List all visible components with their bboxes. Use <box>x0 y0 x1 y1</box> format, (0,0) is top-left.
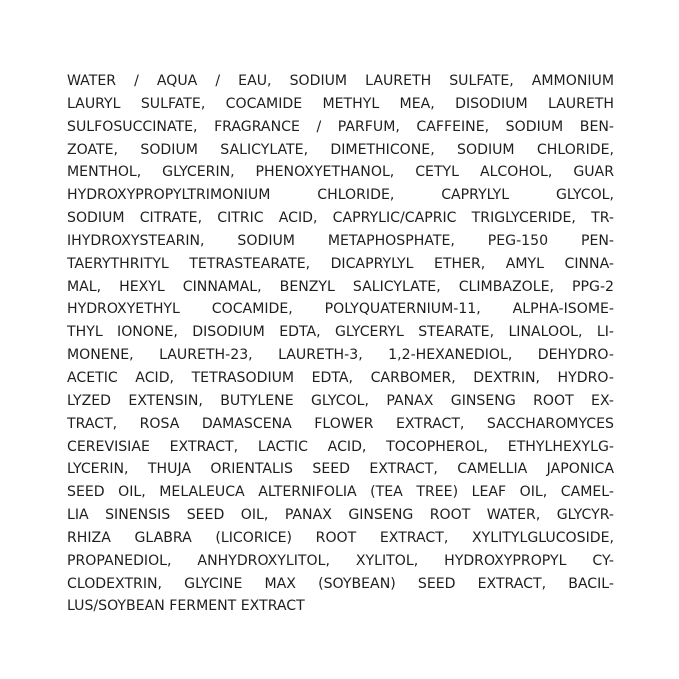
ingredients-line: PROPANEDIOL, ANHYDROXYLITOL, XYLITOL, HYDROXYPROPYL CY- <box>67 552 614 569</box>
ingredients-line: LAURYL SULFATE, COCAMIDE METHYL MEA, DISODIUM LAURETH <box>67 95 615 112</box>
ingredients-line: THYL IONONE, DISODIUM EDTA, GLYCERYL STEARATE, LINALOOL, LI- <box>67 324 614 341</box>
ingredients-line: RHIZA GLABRA (LICORICE) ROOT EXTRACT, XYLITYLGLUCOSIDE, <box>67 529 614 546</box>
ingredients-line: SEED OIL, MELALEUCA ALTERNIFOLIA (TEA TREE) LEAF OIL, CAMEL- <box>67 484 615 501</box>
ingredients-line: MONENE, LAURETH-23, LAURETH-3, 1,2-HEXANEDIOL, DEHYDRO- <box>67 347 614 364</box>
ingredients-line: CEREVISIAE EXTRACT, LACTIC ACID, TOCOPHEROL, ETHYLHEXYLG- <box>67 438 614 455</box>
ingredients-line: ACETIC ACID, TETRASODIUM EDTA, CARBOMER, DEXTRIN, HYDRO- <box>67 369 614 386</box>
ingredients-line: LYZED EXTENSIN, BUTYLENE GLYCOL, PANAX GINSENG ROOT EX- <box>67 392 615 409</box>
ingredients-line: ZOATE, SODIUM SALICYLATE, DIMETHICONE, SODIUM CHLORIDE, <box>67 141 614 158</box>
ingredients-list <box>67 70 614 618</box>
ingredients-line: HYDROXYPROPYLTRIMONIUM CHLORIDE, CAPRYLYL GLYCOL, <box>67 187 614 204</box>
ingredients-line: SULFOSUCCINATE, FRAGRANCE / PARFUM, CAFFEINE, SODIUM BEN- <box>67 118 614 135</box>
ingredients-line: IHYDROXYSTEARIN, SODIUM METAPHOSPHATE, PEG-150 PEN- <box>67 232 614 249</box>
ingredients-line: LIA SINENSIS SEED OIL, PANAX GINSENG ROOT WATER, GLYCYR- <box>67 507 615 524</box>
ingredients-line: TRACT, ROSA DAMASCENA FLOWER EXTRACT, SACCHAROMYCES <box>67 415 614 432</box>
ingredients-line: MAL, HEXYL CINNAMAL, BENZYL SALICYLATE, CLIMBAZOLE, PPG-2 <box>67 278 614 295</box>
ingredients-line: SODIUM CITRATE, CITRIC ACID, CAPRYLIC/CAPRIC TRIGLYCERIDE, TR- <box>67 210 614 227</box>
ingredients-line: CLODEXTRIN, GLYCINE MAX (SOYBEAN) SEED EXTRACT, BACIL- <box>67 575 614 592</box>
ingredients-line: LUS/SOYBEAN FERMENT EXTRACT <box>67 598 305 615</box>
ingredients-line: MENTHOL, GLYCERIN, PHENOXYETHANOL, CETYL ALCOHOL, GUAR <box>67 164 614 181</box>
ingredients-line: TAERYTHRITYL TETRASTEARATE, DICAPRYLYL ETHER, AMYL CINNA- <box>67 255 614 272</box>
ingredients-line: WATER / AQUA / EAU, SODIUM LAURETH SULFATE, AMMONIUM <box>67 73 614 89</box>
ingredients-line: HYDROXYETHYL COCAMIDE, POLYQUATERNIUM-11, ALPHA-ISOME- <box>67 301 614 318</box>
ingredients-line: LYCERIN, THUJA ORIENTALIS SEED EXTRACT, CAMELLIA JAPONICA <box>67 461 614 478</box>
